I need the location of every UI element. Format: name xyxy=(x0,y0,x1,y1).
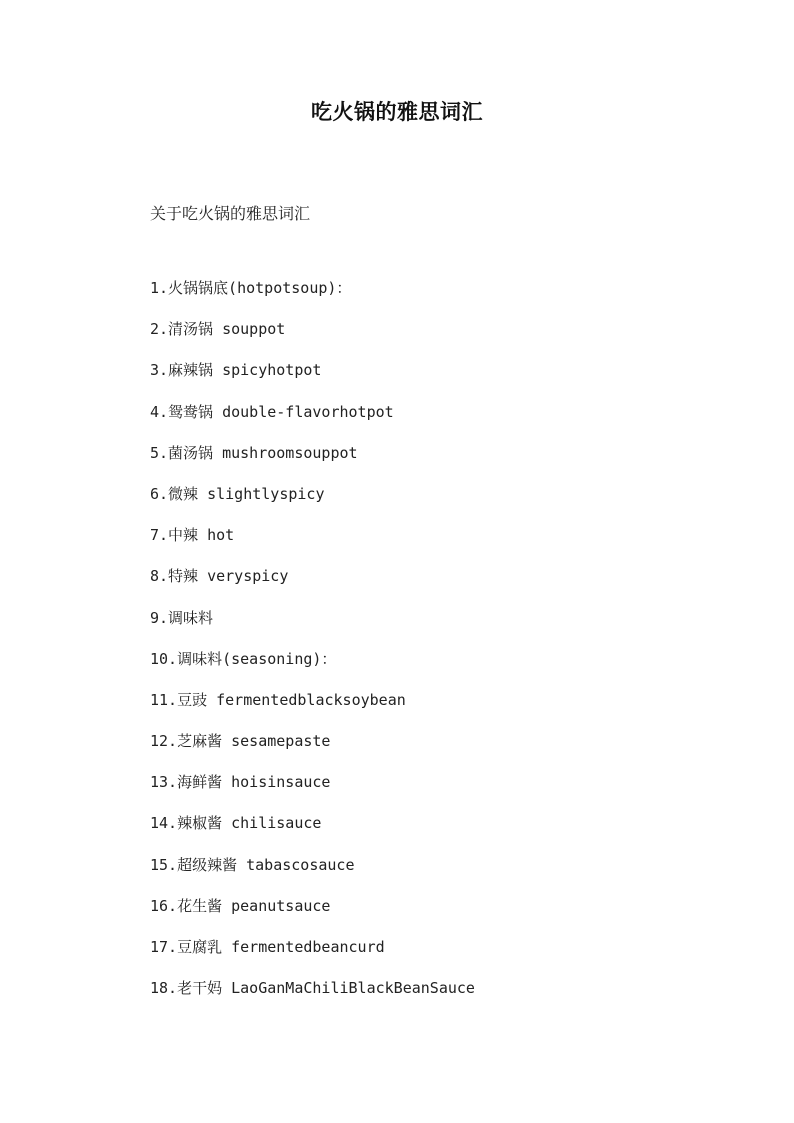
vocabulary-list xyxy=(150,276,475,1017)
list-item: 15.超级辣酱 tabascosauce xyxy=(150,855,355,874)
list-item: 18.老干妈 LaoGanMaChiliBlackBeanSauce xyxy=(150,979,475,998)
list-item: 16.花生酱 peanutsauce xyxy=(150,896,331,915)
list-item: 5.菌汤锅 mushroomsouppot xyxy=(150,443,358,462)
list-item: 14.辣椒酱 chilisauce xyxy=(150,814,322,833)
list-item: 7.中辣 hot xyxy=(150,526,235,545)
list-item: 4.鸳鸯锅 double-flavorhotpot xyxy=(150,402,394,421)
list-item: 13.海鲜酱 hoisinsauce xyxy=(150,773,331,792)
intro-paragraph: 关于吃火锅的雅思词汇 xyxy=(150,204,311,223)
list-item: 2.清汤锅 souppot xyxy=(150,320,286,339)
list-item: 8.特辣 veryspicy xyxy=(150,567,289,586)
document-title: 吃火锅的雅思词汇 xyxy=(311,99,483,124)
list-item: 3.麻辣锅 spicyhotpot xyxy=(150,361,322,380)
list-item: 10.调味料(seasoning)： xyxy=(150,649,337,668)
list-item: 12.芝麻酱 sesamepaste xyxy=(150,732,331,751)
list-item: 1.火锅锅底(hotpotsoup)： xyxy=(150,279,352,297)
list-item: 17.豆腐乳 fermentedbeancurd xyxy=(150,938,385,956)
list-item: 9.调味料 xyxy=(150,608,214,627)
list-item: 11.豆豉 fermentedblacksoybean xyxy=(150,690,406,709)
list-item: 6.微辣 slightlyspicy xyxy=(150,484,325,503)
